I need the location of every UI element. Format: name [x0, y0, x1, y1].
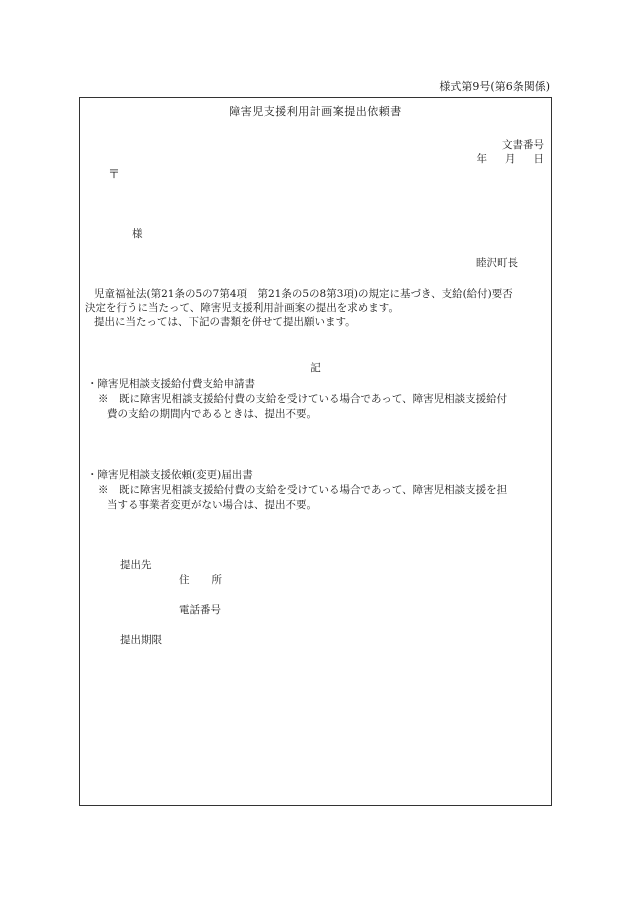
- item-2-note-line-1: ※ 既に障害児相談支援給付費の支給を受けている場合であって、障害児相談支援を担: [98, 484, 508, 496]
- address-label-part-2: 所: [211, 574, 222, 586]
- document-frame: [79, 97, 552, 806]
- addressee-suffix: 様: [132, 228, 143, 240]
- sender-name: 睦沢町長: [476, 257, 518, 269]
- doc-number-label: 文書番号: [502, 139, 544, 151]
- body-paragraph: [85, 287, 550, 329]
- submission-label: 提出先: [120, 559, 152, 571]
- ki-heading: 記: [310, 362, 321, 374]
- body-line-2: 決定を行うに当たって、障害児支援利用計画案の提出を求めます。: [85, 302, 399, 314]
- item-1-note-line-2: 費の支給の期間内であるときは、提出不要。: [107, 408, 317, 420]
- phone-label: 電話番号: [179, 604, 221, 616]
- date-line: [477, 153, 545, 166]
- item-1-note-line-1: ※ 既に障害児相談支援給付費の支給を受けている場合であって、障害児相談支援給付: [98, 393, 508, 405]
- item-2-note-line-2: 当する事業者変更がない場合は、提出不要。: [107, 499, 317, 511]
- item-1-title: ・障害児相談支援給付費支給申請書: [87, 378, 255, 390]
- postal-mark: 〒: [108, 167, 121, 181]
- body-line-1: 児童福祉法(第21条の5の7第4項 第21条の5の8第3項)の規定に基づき、支給(給付)要否: [94, 288, 513, 300]
- item-2-title: ・障害児相談支援依頼(変更)届出書: [87, 469, 253, 481]
- address-label: [179, 574, 222, 587]
- form-number: 様式第9号(第6条関係): [439, 80, 550, 93]
- date-day: 日: [533, 153, 544, 165]
- address-label-part-1: 住: [179, 574, 190, 586]
- document-title: 障害児支援利用計画案提出依頼書: [229, 105, 402, 118]
- body-line-3: 提出に当たっては、下記の書類を併せて提出願います。: [94, 316, 356, 328]
- deadline-label: 提出期限: [120, 634, 162, 646]
- date-year: 年: [476, 153, 487, 165]
- date-month: 月: [505, 153, 516, 165]
